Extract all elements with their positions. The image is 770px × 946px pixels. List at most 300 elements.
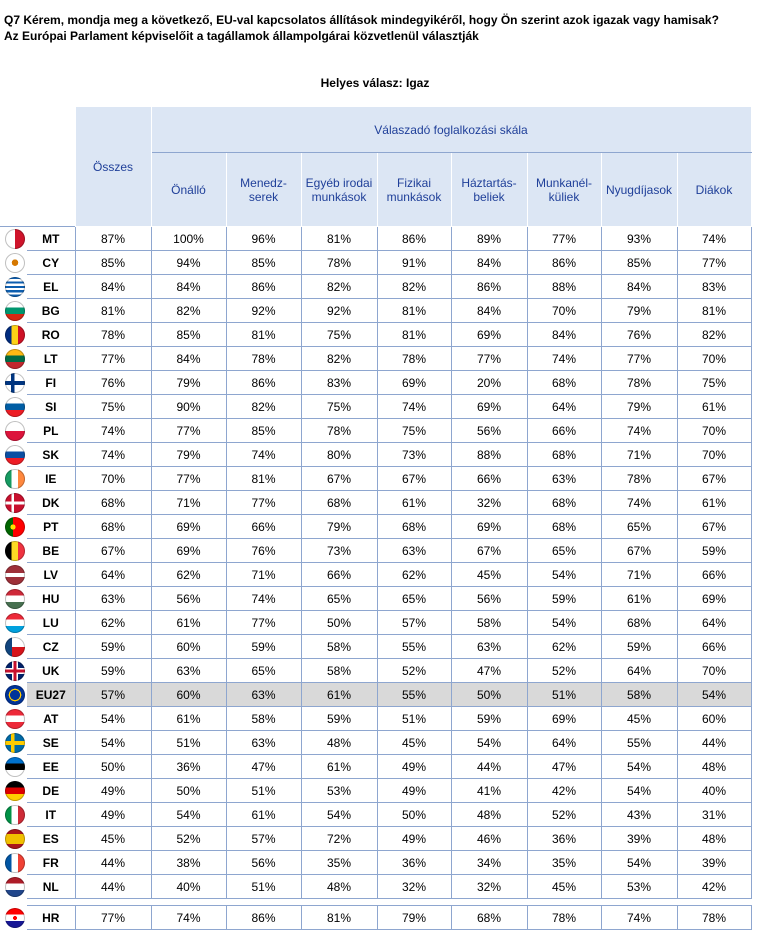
country-code: PT <box>27 515 75 539</box>
occupation-value-cell: 69% <box>677 587 751 611</box>
occupation-value-cell: 64% <box>677 611 751 635</box>
total-value-cell: 77% <box>75 347 151 371</box>
estonia-flag-icon <box>5 757 25 777</box>
occupation-value-cell: 78% <box>377 347 451 371</box>
occupation-value-cell: 74% <box>601 906 677 930</box>
occupation-value-cell: 73% <box>301 539 377 563</box>
occupation-value-cell: 79% <box>151 371 226 395</box>
occupation-value-cell: 51% <box>226 875 301 899</box>
poland-flag-icon <box>5 421 25 441</box>
occupation-value-cell: 47% <box>451 659 527 683</box>
croatia-flag-icon <box>5 908 25 928</box>
correct-answer-label: Helyes válasz: Igaz <box>320 76 430 90</box>
finland-flag-icon <box>5 373 25 393</box>
occupation-value-cell: 83% <box>677 275 751 299</box>
occupation-value-cell: 77% <box>226 491 301 515</box>
total-value-cell: 74% <box>75 419 151 443</box>
occupation-value-cell: 60% <box>151 635 226 659</box>
total-value-cell: 49% <box>75 779 151 803</box>
occupation-value-cell: 58% <box>601 683 677 707</box>
eu-flag-icon <box>5 685 25 705</box>
total-value-cell: 81% <box>75 299 151 323</box>
occupation-value-cell: 70% <box>677 419 751 443</box>
occupation-value-cell: 34% <box>451 851 527 875</box>
country-row <box>0 467 751 491</box>
czech-flag-icon <box>5 637 25 657</box>
hungary-flag-icon <box>5 589 25 609</box>
country-code: LV <box>27 563 75 587</box>
bulgaria-flag-icon <box>5 301 25 321</box>
italy-flag-icon <box>5 805 25 825</box>
country-row <box>0 587 751 611</box>
occupation-value-cell: 84% <box>601 275 677 299</box>
occupation-value-cell: 66% <box>527 419 601 443</box>
country-row <box>0 755 751 779</box>
occupation-value-cell: 66% <box>226 515 301 539</box>
occupation-value-cell: 53% <box>601 875 677 899</box>
occupation-value-cell: 70% <box>677 659 751 683</box>
occupation-value-cell: 72% <box>301 827 377 851</box>
total-value-cell: 63% <box>75 587 151 611</box>
country-code: CZ <box>27 635 75 659</box>
country-row <box>0 563 751 587</box>
country-code: LT <box>27 347 75 371</box>
occupation-value-cell: 82% <box>301 347 377 371</box>
occupation-value-cell: 82% <box>226 395 301 419</box>
column-header-line: Menedz- <box>240 175 287 190</box>
occupation-value-cell: 41% <box>451 779 527 803</box>
denmark-flag-icon <box>5 493 25 513</box>
occupation-value-cell: 79% <box>377 906 451 930</box>
occupation-value-cell: 78% <box>677 906 751 930</box>
occupation-value-cell: 94% <box>151 251 226 275</box>
country-row <box>0 251 751 275</box>
occupation-value-cell: 77% <box>151 419 226 443</box>
occupation-value-cell: 20% <box>451 371 527 395</box>
occupation-value-cell: 62% <box>377 563 451 587</box>
occupation-value-cell: 44% <box>677 731 751 755</box>
total-value-cell: 50% <box>75 755 151 779</box>
occupation-value-cell: 85% <box>601 251 677 275</box>
column-header-line: Munkanél- <box>535 175 593 190</box>
occupation-value-cell: 65% <box>377 587 451 611</box>
occupation-value-cell: 81% <box>377 299 451 323</box>
occupation-value-cell: 57% <box>226 827 301 851</box>
total-value-cell: 85% <box>75 251 151 275</box>
occupation-value-cell: 74% <box>226 587 301 611</box>
occupation-value-cell: 93% <box>601 227 677 251</box>
occupation-value-cell: 78% <box>601 371 677 395</box>
occupation-value-cell: 59% <box>451 707 527 731</box>
occupation-value-cell: 55% <box>377 683 451 707</box>
slovakia-flag-icon <box>5 445 25 465</box>
country-row <box>0 275 751 299</box>
occupation-value-cell: 54% <box>527 563 601 587</box>
occupation-value-cell: 78% <box>226 347 301 371</box>
occupation-value-cell: 36% <box>151 755 226 779</box>
slovenia-flag-icon <box>5 397 25 417</box>
occupation-value-cell: 78% <box>601 467 677 491</box>
occupation-value-cell: 50% <box>451 683 527 707</box>
occupation-value-cell: 52% <box>527 659 601 683</box>
country-row <box>0 635 751 659</box>
total-value-cell: 64% <box>75 563 151 587</box>
country-code: UK <box>27 659 75 683</box>
country-row <box>0 371 751 395</box>
occupation-value-cell: 56% <box>151 587 226 611</box>
occupation-value-cell: 38% <box>151 851 226 875</box>
column-header-line: Önálló <box>171 182 206 197</box>
occupation-value-cell: 81% <box>226 323 301 347</box>
occupation-value-cell: 79% <box>151 443 226 467</box>
occupation-value-cell: 68% <box>527 491 601 515</box>
ireland-flag-icon <box>5 469 25 489</box>
occupation-value-cell: 89% <box>451 227 527 251</box>
occupation-value-cell: 56% <box>451 587 527 611</box>
country-row <box>0 659 751 683</box>
country-row <box>0 443 751 467</box>
country-row <box>0 827 751 851</box>
country-code: DK <box>27 491 75 515</box>
occupation-value-cell: 67% <box>377 467 451 491</box>
occupation-value-cell: 53% <box>301 779 377 803</box>
occupation-value-cell: 74% <box>677 227 751 251</box>
country-row <box>0 347 751 371</box>
results-table <box>0 106 752 930</box>
occupation-value-cell: 78% <box>301 251 377 275</box>
occupation-value-cell: 61% <box>601 587 677 611</box>
total-value-cell: 76% <box>75 371 151 395</box>
total-value-cell: 68% <box>75 491 151 515</box>
occupation-value-cell: 59% <box>601 635 677 659</box>
occupation-value-cell: 76% <box>226 539 301 563</box>
total-value-cell: 74% <box>75 443 151 467</box>
occupation-value-cell: 54% <box>451 731 527 755</box>
occupation-value-cell: 92% <box>301 299 377 323</box>
occupation-column-header <box>226 153 301 227</box>
occupation-value-cell: 82% <box>377 275 451 299</box>
occupation-value-cell: 49% <box>377 755 451 779</box>
occupation-value-cell: 49% <box>377 779 451 803</box>
occupation-value-cell: 63% <box>226 683 301 707</box>
occupation-value-cell: 61% <box>301 683 377 707</box>
country-code: BG <box>27 299 75 323</box>
occupation-value-cell: 51% <box>151 731 226 755</box>
total-value-cell: 68% <box>75 515 151 539</box>
uk-flag-icon <box>5 661 25 681</box>
germany-flag-icon <box>5 781 25 801</box>
occupation-value-cell: 88% <box>527 275 601 299</box>
occupation-value-cell: 64% <box>527 731 601 755</box>
total-value-cell: 75% <box>75 395 151 419</box>
occupation-value-cell: 86% <box>226 906 301 930</box>
total-value-cell: 57% <box>75 683 151 707</box>
occupation-value-cell: 77% <box>151 467 226 491</box>
occupation-value-cell: 82% <box>677 323 751 347</box>
occupation-value-cell: 68% <box>527 371 601 395</box>
occupation-value-cell: 86% <box>527 251 601 275</box>
occupation-value-cell: 85% <box>151 323 226 347</box>
occupation-value-cell: 61% <box>151 707 226 731</box>
occupation-value-cell: 52% <box>527 803 601 827</box>
question-text <box>4 12 719 44</box>
occupation-value-cell: 57% <box>377 611 451 635</box>
occupation-value-cell: 50% <box>151 779 226 803</box>
occupation-value-cell: 100% <box>151 227 226 251</box>
occupation-value-cell: 75% <box>301 395 377 419</box>
country-row <box>0 683 751 707</box>
occupation-value-cell: 59% <box>527 587 601 611</box>
occupation-value-cell: 51% <box>226 779 301 803</box>
occupation-value-cell: 54% <box>677 683 751 707</box>
country-code: EE <box>27 755 75 779</box>
occupation-value-cell: 51% <box>527 683 601 707</box>
occupation-value-cell: 32% <box>451 491 527 515</box>
occupation-value-cell: 75% <box>301 323 377 347</box>
occupation-value-cell: 36% <box>377 851 451 875</box>
country-row <box>0 419 751 443</box>
occupation-value-cell: 74% <box>226 443 301 467</box>
country-row <box>0 491 751 515</box>
occupation-value-cell: 68% <box>601 611 677 635</box>
occupation-value-cell: 40% <box>151 875 226 899</box>
total-value-cell: 77% <box>75 906 151 930</box>
country-row <box>0 851 751 875</box>
occupation-value-cell: 62% <box>527 635 601 659</box>
occupation-value-cell: 79% <box>601 299 677 323</box>
column-header-line: Háztartás- <box>461 175 517 190</box>
occupation-value-cell: 92% <box>226 299 301 323</box>
occupation-value-cell: 56% <box>226 851 301 875</box>
occupation-value-cell: 58% <box>301 659 377 683</box>
occupation-value-cell: 69% <box>451 323 527 347</box>
occupation-value-cell: 59% <box>226 635 301 659</box>
occupation-value-cell: 84% <box>451 299 527 323</box>
column-header-line: Diákok <box>695 182 733 197</box>
country-code: LU <box>27 611 75 635</box>
occupation-value-cell: 69% <box>151 539 226 563</box>
occupation-value-cell: 74% <box>527 347 601 371</box>
country-row <box>0 906 751 930</box>
total-value-cell: 78% <box>75 323 151 347</box>
country-row <box>0 779 751 803</box>
occupation-value-cell: 54% <box>527 611 601 635</box>
occupation-value-cell: 51% <box>377 707 451 731</box>
occupation-value-cell: 82% <box>301 275 377 299</box>
occupation-value-cell: 35% <box>527 851 601 875</box>
occupation-value-cell: 54% <box>301 803 377 827</box>
occupation-value-cell: 45% <box>601 707 677 731</box>
occupation-value-cell: 65% <box>601 515 677 539</box>
country-code: IE <box>27 467 75 491</box>
occupation-value-cell: 71% <box>601 563 677 587</box>
occupation-value-cell: 77% <box>226 611 301 635</box>
occupation-value-cell: 68% <box>301 491 377 515</box>
total-value-cell: 54% <box>75 731 151 755</box>
country-code: SE <box>27 731 75 755</box>
occupation-value-cell: 65% <box>301 587 377 611</box>
country-row <box>0 803 751 827</box>
country-row <box>0 515 751 539</box>
occupation-value-cell: 63% <box>451 635 527 659</box>
spain-flag-icon <box>5 829 25 849</box>
netherlands-flag-icon <box>5 877 25 897</box>
occupation-value-cell: 96% <box>226 227 301 251</box>
country-code: SK <box>27 443 75 467</box>
country-code: IT <box>27 803 75 827</box>
occupation-value-cell: 68% <box>377 515 451 539</box>
question-line-1: Q7 Kérem, mondja meg a következő, EU-val kapcsolatos állítások mindegyikéről, hogy Ön szerint azok igazak vagy hamisak? <box>4 13 719 27</box>
occupation-value-cell: 85% <box>226 251 301 275</box>
occupation-column-header <box>527 153 601 227</box>
country-code: PL <box>27 419 75 443</box>
occupation-value-cell: 77% <box>527 227 601 251</box>
occupation-value-cell: 67% <box>301 467 377 491</box>
total-value-cell: 54% <box>75 707 151 731</box>
occupation-value-cell: 67% <box>677 515 751 539</box>
occupation-value-cell: 54% <box>601 851 677 875</box>
occupation-value-cell: 81% <box>226 467 301 491</box>
country-code: FR <box>27 851 75 875</box>
occupation-value-cell: 58% <box>301 635 377 659</box>
occupation-group-header: Válaszadó foglalkozási skála <box>151 107 751 153</box>
country-code: EL <box>27 275 75 299</box>
occupation-value-cell: 73% <box>377 443 451 467</box>
occupation-value-cell: 47% <box>527 755 601 779</box>
occupation-value-cell: 47% <box>226 755 301 779</box>
occupation-value-cell: 66% <box>677 635 751 659</box>
occupation-value-cell: 84% <box>451 251 527 275</box>
occupation-value-cell: 48% <box>301 731 377 755</box>
question-line-2: Az Európai Parlament képviselőit a tagállamok állampolgárai közvetlenül választják <box>4 29 479 43</box>
occupation-value-cell: 48% <box>451 803 527 827</box>
occupation-value-cell: 86% <box>451 275 527 299</box>
occupation-value-cell: 85% <box>226 419 301 443</box>
occupation-value-cell: 69% <box>151 515 226 539</box>
total-value-cell: 44% <box>75 851 151 875</box>
occupation-value-cell: 84% <box>151 275 226 299</box>
country-row <box>0 731 751 755</box>
france-flag-icon <box>5 853 25 873</box>
total-value-cell: 70% <box>75 467 151 491</box>
country-row <box>0 875 751 899</box>
occupation-value-cell: 64% <box>601 659 677 683</box>
occupation-value-cell: 81% <box>377 323 451 347</box>
country-code: NL <box>27 875 75 899</box>
occupation-value-cell: 71% <box>151 491 226 515</box>
occupation-value-cell: 55% <box>377 635 451 659</box>
column-header-line: serek <box>248 189 279 204</box>
occupation-value-cell: 67% <box>451 539 527 563</box>
column-header-line: beliek <box>473 189 505 204</box>
occupation-value-cell: 60% <box>677 707 751 731</box>
occupation-value-cell: 84% <box>527 323 601 347</box>
occupation-value-cell: 61% <box>677 395 751 419</box>
occupation-value-cell: 58% <box>451 611 527 635</box>
country-row <box>0 299 751 323</box>
occupation-value-cell: 39% <box>601 827 677 851</box>
occupation-value-cell: 88% <box>451 443 527 467</box>
occupation-value-cell: 69% <box>451 515 527 539</box>
occupation-value-cell: 42% <box>677 875 751 899</box>
occupation-value-cell: 39% <box>677 851 751 875</box>
occupation-value-cell: 36% <box>527 827 601 851</box>
malta-flag-icon <box>5 229 25 249</box>
country-code: AT <box>27 707 75 731</box>
occupation-value-cell: 44% <box>451 755 527 779</box>
occupation-value-cell: 86% <box>377 227 451 251</box>
occupation-value-cell: 45% <box>451 563 527 587</box>
occupation-value-cell: 67% <box>677 467 751 491</box>
occupation-value-cell: 56% <box>451 419 527 443</box>
occupation-value-cell: 82% <box>151 299 226 323</box>
occupation-value-cell: 67% <box>601 539 677 563</box>
country-code: SI <box>27 395 75 419</box>
lithuania-flag-icon <box>5 349 25 369</box>
occupation-value-cell: 32% <box>451 875 527 899</box>
occupation-value-cell: 61% <box>377 491 451 515</box>
occupation-value-cell: 69% <box>451 395 527 419</box>
occupation-value-cell: 48% <box>301 875 377 899</box>
occupation-value-cell: 91% <box>377 251 451 275</box>
occupation-column-header <box>151 153 226 227</box>
occupation-column-header <box>377 153 451 227</box>
country-code: EU27 <box>27 683 75 707</box>
occupation-value-cell: 60% <box>151 683 226 707</box>
occupation-value-cell: 58% <box>226 707 301 731</box>
occupation-value-cell: 46% <box>451 827 527 851</box>
country-row <box>0 227 751 251</box>
occupation-value-cell: 61% <box>151 611 226 635</box>
country-row <box>0 395 751 419</box>
occupation-value-cell: 81% <box>677 299 751 323</box>
occupation-value-cell: 65% <box>226 659 301 683</box>
occupation-value-cell: 86% <box>226 275 301 299</box>
occupation-column-header <box>601 153 677 227</box>
luxembourg-flag-icon <box>5 613 25 633</box>
occupation-column-header <box>301 153 377 227</box>
country-row <box>0 611 751 635</box>
country-code: DE <box>27 779 75 803</box>
occupation-value-cell: 66% <box>451 467 527 491</box>
occupation-value-cell: 71% <box>601 443 677 467</box>
occupation-value-cell: 80% <box>301 443 377 467</box>
column-header-line: Egyéb irodai <box>305 175 373 190</box>
occupation-value-cell: 50% <box>377 803 451 827</box>
country-code: RO <box>27 323 75 347</box>
column-header-line: munkások <box>386 189 442 204</box>
cyprus-flag-icon <box>5 253 25 273</box>
austria-flag-icon <box>5 709 25 729</box>
total-value-cell: 49% <box>75 803 151 827</box>
occupation-value-cell: 63% <box>527 467 601 491</box>
occupation-value-cell: 63% <box>151 659 226 683</box>
occupation-value-cell: 70% <box>527 299 601 323</box>
occupation-value-cell: 63% <box>226 731 301 755</box>
occupation-value-cell: 77% <box>451 347 527 371</box>
occupation-value-cell: 52% <box>377 659 451 683</box>
country-code: HU <box>27 587 75 611</box>
occupation-value-cell: 48% <box>677 755 751 779</box>
occupation-value-cell: 79% <box>301 515 377 539</box>
total-value-cell: 62% <box>75 611 151 635</box>
occupation-value-cell: 40% <box>677 779 751 803</box>
occupation-value-cell: 81% <box>301 227 377 251</box>
occupation-value-cell: 68% <box>527 515 601 539</box>
occupation-value-cell: 75% <box>377 419 451 443</box>
occupation-value-cell: 48% <box>677 827 751 851</box>
country-row <box>0 323 751 347</box>
